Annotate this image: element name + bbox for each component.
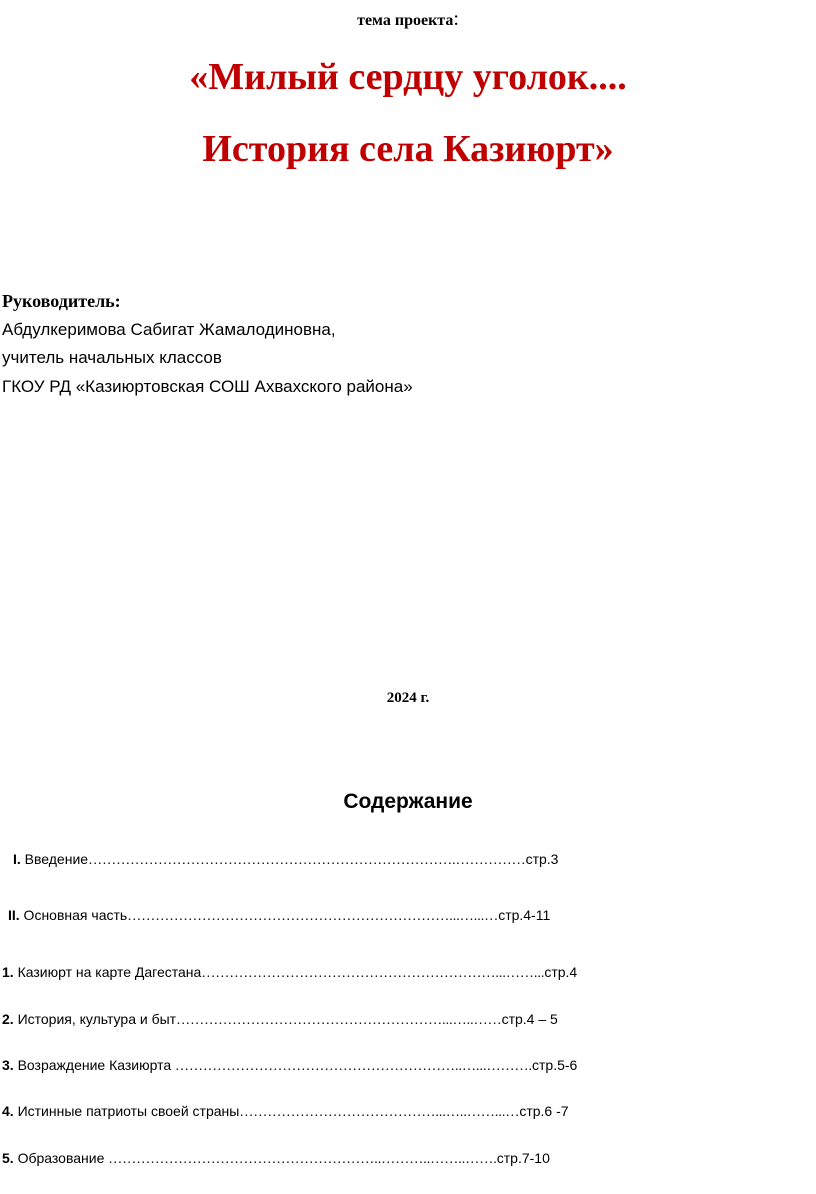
toc-item-text: Основная часть (19, 907, 128, 923)
toc-item-leader: …………………………………………………………………….…………… (88, 853, 526, 868)
toc-item-text: Образование (13, 1150, 109, 1166)
year: 2024 г. (386, 690, 430, 706)
toc-item-map (2, 964, 577, 982)
toc-item-patriots (2, 1103, 569, 1121)
toc-item-page: стр.4-11 (498, 907, 551, 923)
toc-item-introduction (13, 851, 558, 869)
toc-item-leader: ……………………………………………………………...…...… (127, 909, 499, 924)
toc-item-text: Возраждение Казиюрта (13, 1057, 176, 1073)
toc-item-number: I. (13, 851, 21, 867)
project-title-line-2: История села Казиюрт» (202, 128, 614, 170)
toc-item-leader: ………………………………………………………...……... (201, 966, 545, 981)
toc-item-number: II. (8, 907, 20, 923)
toc-item-leader: …………………………………………………..………..……..……. (108, 1152, 497, 1167)
toc-item-text: Казиюрт на карте Дагестана (13, 964, 202, 980)
toc-item-leader: ……………………………………...…..……...… (239, 1105, 520, 1120)
supervisor-name: Абдулкеримова Сабигат Жамалодиновна, (2, 320, 336, 339)
supervisor-organization: ГКОУ РД «Казиюртовская СОШ Ахвахского района» (2, 377, 413, 396)
toc-item-page: стр.4 – 5 (501, 1011, 558, 1027)
toc-item-text: История, культура и быт (13, 1011, 177, 1027)
toc-item-text: Введение (20, 851, 89, 867)
project-title-line-1: «Милый сердцу уголок.... (189, 56, 627, 98)
supervisor-role: учитель начальных классов (2, 348, 222, 367)
toc-item-leader: ……………………………………………………..…...………. (175, 1059, 533, 1074)
toc-item-number: 5. (2, 1150, 14, 1166)
toc-item-page: стр.5-6 (532, 1057, 578, 1073)
toc-item-text: Истинные патриоты своей страны (13, 1103, 240, 1119)
toc-item-page: стр.3 (525, 851, 559, 867)
supervisor-label: Руководитель: (2, 291, 121, 311)
toc-item-number: 2. (2, 1011, 14, 1027)
toc-item-education (2, 1150, 550, 1168)
toc-item-leader: …………………………………………………...…..…… (176, 1013, 502, 1028)
toc-item-page: стр.7-10 (496, 1150, 550, 1166)
topic-label-colon: : (453, 8, 459, 30)
toc-item-number: 4. (2, 1103, 14, 1119)
contents-heading: Содержание (343, 790, 473, 813)
toc-item-history (2, 1011, 558, 1029)
project-topic-label (0, 8, 816, 31)
toc-item-page: стр.6 -7 (519, 1103, 569, 1119)
toc-item-revival (2, 1057, 577, 1075)
topic-label-text: тема проекта (357, 12, 454, 29)
toc-item-page: стр.4 (544, 964, 578, 980)
toc-item-main-part (8, 907, 550, 925)
toc-item-number: 1. (2, 964, 14, 980)
toc-item-number: 3. (2, 1057, 14, 1073)
